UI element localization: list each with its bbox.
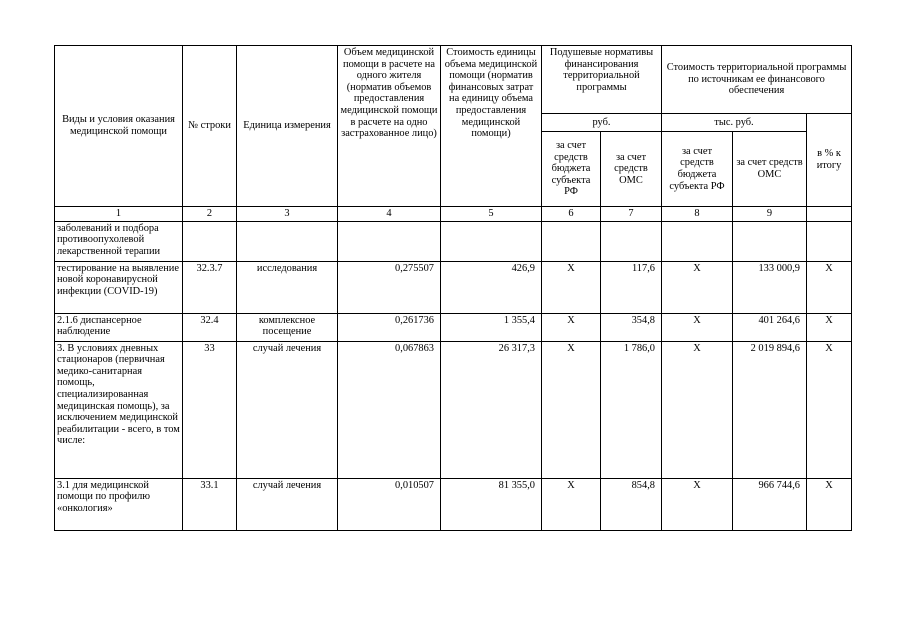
row-unit: случай лечения (237, 341, 338, 478)
row-prog-budget: X (662, 313, 733, 341)
row-percent: X (807, 478, 852, 530)
row-pc-oms: 117,6 (601, 261, 662, 313)
header-program-oms: за счет средств ОМС (733, 132, 807, 207)
header-percent: в % к итогу (807, 114, 852, 207)
column-number: 8 (662, 207, 733, 222)
row-volume: 0,275507 (338, 261, 441, 313)
header-col-volume: Объем медицинской помощи в расчете на одного жителя (норматив объемов предоставления медицинской помощи в расчете на одно застрахованное лицо) (338, 46, 441, 207)
header-program-budget: за счет средств бюджета субъекта РФ (662, 132, 733, 207)
row-cost: 1 355,4 (441, 313, 542, 341)
row-name: 2.1.6 диспансерное наблюдение (55, 313, 183, 341)
header-row-1 (55, 46, 852, 114)
row-name: 3. В условиях дневных стационаров (первичная медико-санитарная помощь, специализированная медицинская помощь), за исключением медицинской реабилитации - всего, в том числе: (55, 341, 183, 478)
header-thous-rub: тыс. руб. (662, 114, 807, 132)
row-percent (807, 221, 852, 261)
row-prog-oms: 966 744,6 (733, 478, 807, 530)
row-name: заболеваний и подбора противоопухолевой лекарственной терапии (55, 221, 183, 261)
header-per-capita-oms: за счет средств ОМС (601, 132, 662, 207)
header-col-row-no: № строки (183, 46, 237, 207)
column-number: 9 (733, 207, 807, 222)
row-prog-oms: 2 019 894,6 (733, 341, 807, 478)
column-number: 4 (338, 207, 441, 222)
row-pc-budget: X (542, 261, 601, 313)
row-prog-budget: X (662, 261, 733, 313)
row-unit: случай лечения (237, 478, 338, 530)
column-number: 2 (183, 207, 237, 222)
tariff-table (54, 45, 852, 531)
table-row (55, 478, 852, 530)
column-numbers-row (55, 207, 852, 222)
row-percent: X (807, 261, 852, 313)
row-cost: 26 317,3 (441, 341, 542, 478)
row-percent: X (807, 313, 852, 341)
row-prog-budget: X (662, 478, 733, 530)
row-number: 32.3.7 (183, 261, 237, 313)
row-number: 32.4 (183, 313, 237, 341)
header-col-program-cost: Стоимость территориальной программы по источникам ее финансового обеспечения (662, 46, 852, 114)
row-pc-budget: X (542, 478, 601, 530)
column-number: 5 (441, 207, 542, 222)
header-col-types: Виды и условия оказания медицинской помощи (55, 46, 183, 207)
table-row (55, 313, 852, 341)
row-prog-oms (733, 221, 807, 261)
row-prog-oms: 401 264,6 (733, 313, 807, 341)
column-number: 6 (542, 207, 601, 222)
column-number: 7 (601, 207, 662, 222)
row-cost: 81 355,0 (441, 478, 542, 530)
row-pc-budget: X (542, 341, 601, 478)
header-per-capita-budget: за счет средств бюджета субъекта РФ (542, 132, 601, 207)
row-number: 33 (183, 341, 237, 478)
header-col-per-capita: Подушевые нормативы финансирования территориальной программы (542, 46, 662, 114)
header-col-cost: Стоимость единицы объема медицинской помощи (норматив финансовых затрат на единицу объема предоставления медицинской помощи) (441, 46, 542, 207)
table-row (55, 261, 852, 313)
row-name: тестирование на выявление новой коронавирусной инфекции (COVID-19) (55, 261, 183, 313)
row-prog-budget (662, 221, 733, 261)
row-cost: 426,9 (441, 261, 542, 313)
row-volume (338, 221, 441, 261)
row-pc-oms: 854,8 (601, 478, 662, 530)
row-pc-oms: 1 786,0 (601, 341, 662, 478)
row-pc-oms: 354,8 (601, 313, 662, 341)
header-rub: руб. (542, 114, 662, 132)
row-prog-oms: 133 000,9 (733, 261, 807, 313)
row-percent: X (807, 341, 852, 478)
table-row (55, 221, 852, 261)
row-volume: 0,261736 (338, 313, 441, 341)
header-col-unit: Единица измерения (237, 46, 338, 207)
row-number: 33.1 (183, 478, 237, 530)
row-cost (441, 221, 542, 261)
table-row (55, 341, 852, 478)
row-unit: исследования (237, 261, 338, 313)
row-name: 3.1 для медицинской помощи по профилю «онкология» (55, 478, 183, 530)
row-number (183, 221, 237, 261)
column-number: 1 (55, 207, 183, 222)
column-number: 3 (237, 207, 338, 222)
row-volume: 0,010507 (338, 478, 441, 530)
row-pc-budget (542, 221, 601, 261)
row-unit: комплексное посещение (237, 313, 338, 341)
row-prog-budget: X (662, 341, 733, 478)
row-unit (237, 221, 338, 261)
row-volume: 0,067863 (338, 341, 441, 478)
row-pc-budget: X (542, 313, 601, 341)
row-pc-oms (601, 221, 662, 261)
